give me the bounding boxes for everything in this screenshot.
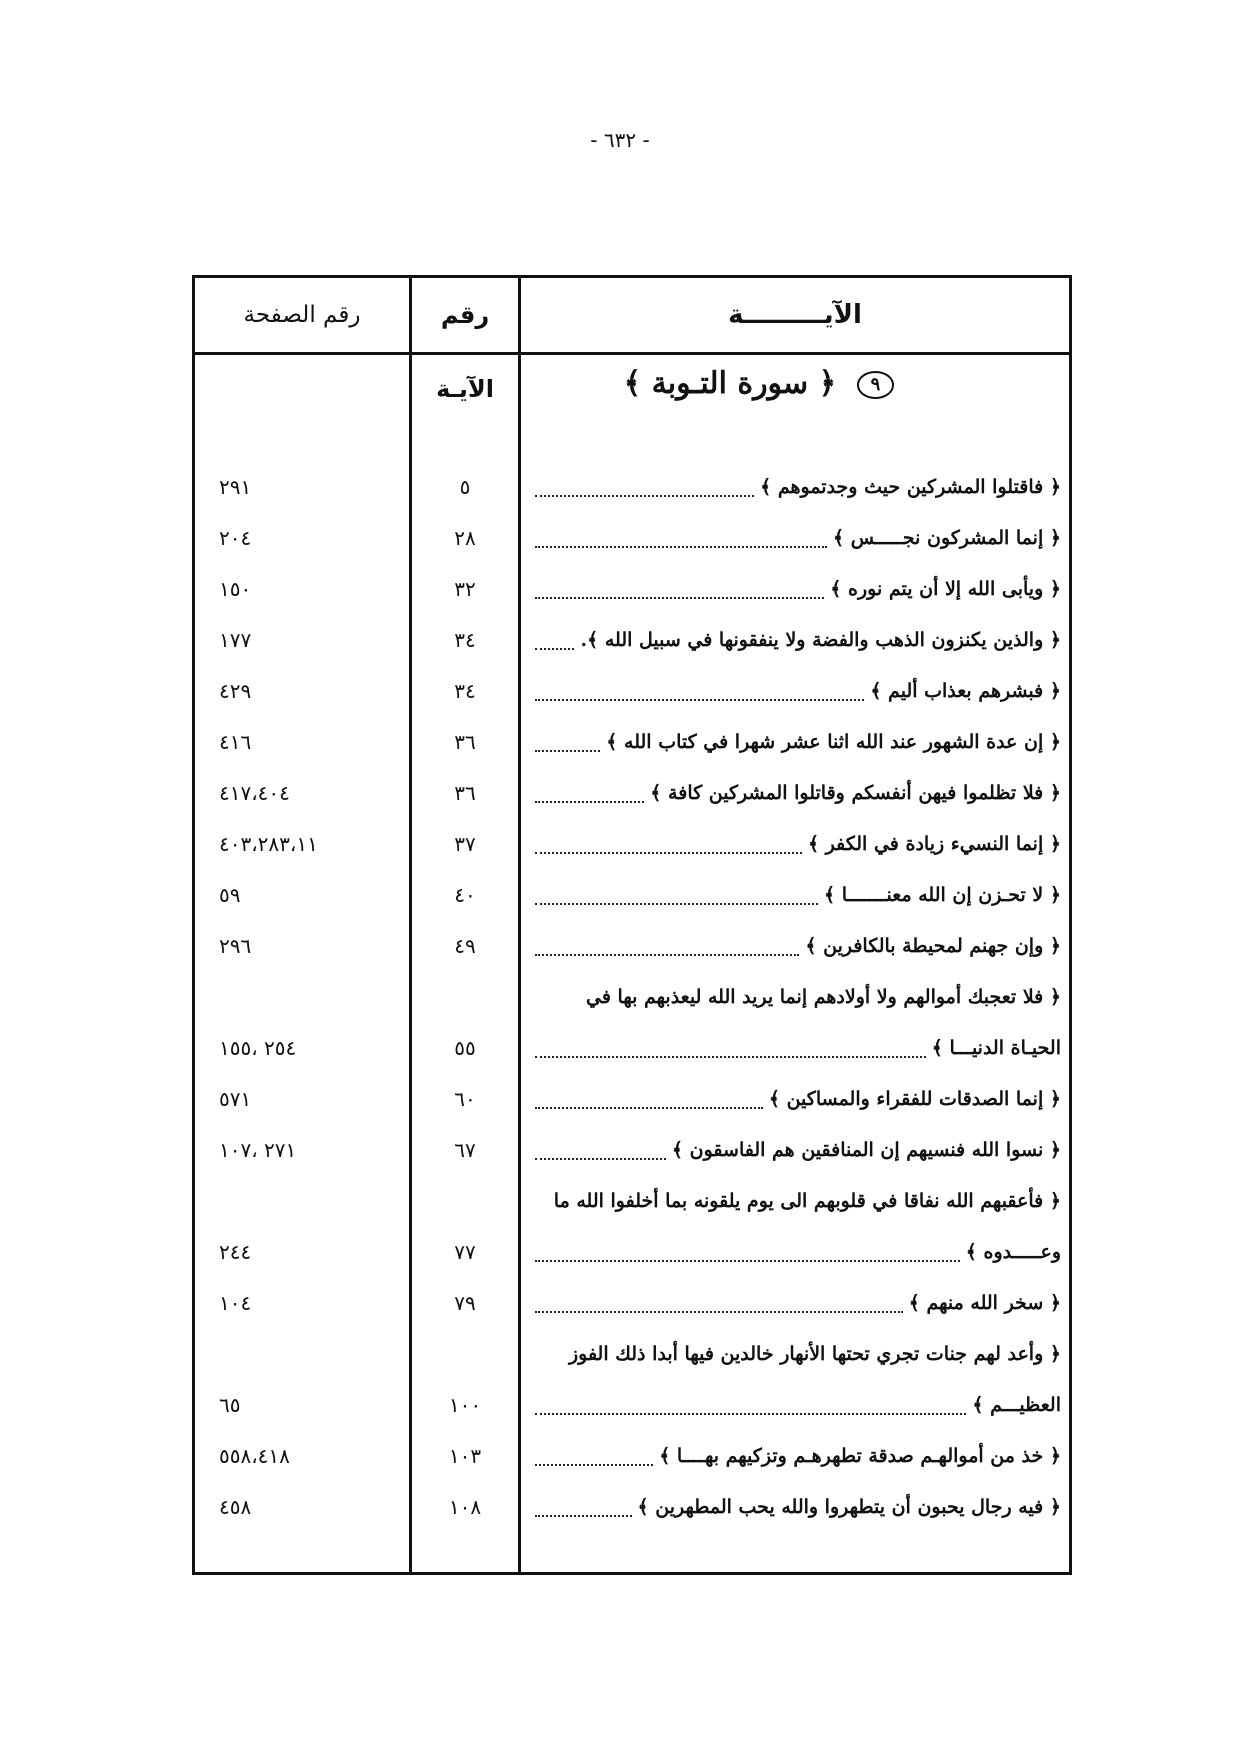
verse-cell — [531, 513, 1061, 564]
verse-cell — [531, 1074, 1061, 1125]
verse-text-line — [531, 717, 1061, 768]
dot-leader — [535, 750, 600, 752]
table-row — [195, 1431, 1069, 1482]
verse-text: ﴿ فبشرهم بعذاب أليم ﴾ — [870, 680, 1061, 702]
verse-number-cell: ١٠٨ — [448, 1495, 482, 1519]
verse-number-cell: ٦٠ — [454, 1087, 476, 1111]
table-row — [195, 564, 1069, 615]
header-page-number: رقم الصفحة — [243, 302, 361, 328]
dot-leader — [535, 495, 754, 497]
verse-text: ﴿ ويأبى الله إلا أن يتم نوره ﴾ — [830, 578, 1061, 600]
verse-number-cell: ٣٧ — [454, 832, 476, 856]
page-number-cell: ٢٩٦ — [219, 934, 252, 958]
verse-text: ﴿ خذ من أموالهـم صدقة تطهرهـم وتزكيهم بهــــا ﴾ — [659, 1445, 1061, 1467]
verse-text-line — [531, 768, 1061, 819]
verse-text: ﴿ والذين يكنزون الذهب والفضة ولا ينفقونها في سبيل الله ﴾. — [580, 629, 1061, 651]
dot-leader — [535, 1464, 653, 1466]
verse-text: ﴿ فاقتلوا المشركين حيث وجدتموهم ﴾ — [760, 476, 1061, 498]
page-number-cell: ٤٢٩ — [219, 679, 252, 703]
verse-text-line — [531, 870, 1061, 921]
table-row — [195, 615, 1069, 666]
verse-number-cell: ٤٩ — [454, 934, 476, 958]
page-number-cell: ٥٧١ — [219, 1087, 252, 1111]
page-number-cell: ٤٥٨ — [219, 1495, 252, 1519]
page-number-cell: ٥٩ — [219, 883, 241, 907]
table-row — [195, 1074, 1069, 1125]
table-row — [195, 972, 1069, 1074]
page-number-cell: ٦٥ — [219, 1393, 241, 1417]
verse-cell — [531, 819, 1061, 870]
page-number-cell: ٢٥٤ ،١٥٥ — [219, 1036, 297, 1060]
verse-text: ﴿ فأعقبهم الله نفاقا في قلوبهم الى يوم يلقونه بما أخلفوا الله ما — [553, 1190, 1061, 1212]
verse-number-cell: ٣٦ — [454, 781, 476, 805]
verse-number-cell: ٢٨ — [454, 526, 476, 550]
verse-number-cell: ٣٦ — [454, 730, 476, 754]
verse-index-table — [192, 275, 1072, 1575]
dot-leader — [535, 1107, 763, 1109]
dot-leader — [535, 1311, 903, 1313]
verse-text-line — [531, 1431, 1061, 1482]
verse-text: ﴿ إنما الصدقات للفقراء والمساكين ﴾ — [768, 1088, 1061, 1110]
dot-leader — [535, 597, 824, 599]
verse-text: ﴿ وإن جهنم لمحيطة بالكافرين ﴾ — [805, 935, 1061, 957]
table-row — [195, 819, 1069, 870]
dot-leader — [535, 954, 799, 956]
verse-cell — [531, 870, 1061, 921]
table-row — [195, 1482, 1069, 1533]
verse-cell — [531, 666, 1061, 717]
page-number-cell: ٤٠٣،٢٨٣،١١ — [219, 832, 318, 856]
dot-leader — [535, 546, 827, 548]
verse-text-line — [531, 1125, 1061, 1176]
dot-leader — [535, 1413, 966, 1415]
page-number-cell: ٥٥٨،٤١٨ — [219, 1444, 290, 1468]
table-row — [195, 513, 1069, 564]
verse-cell — [531, 615, 1061, 666]
dot-leader — [535, 903, 818, 905]
verse-cell — [531, 1482, 1061, 1533]
verse-text: ﴿ إن عدة الشهور عند الله اثنا عشر شهرا في كتاب الله ﴾ — [606, 731, 1061, 753]
verse-cell — [531, 1329, 1061, 1431]
verse-number-cell: ٥ — [459, 475, 471, 499]
verse-text: وعـــــدوه ﴾ — [965, 1241, 1061, 1263]
dot-leader — [535, 852, 802, 854]
page-number-cell: ١٥٠ — [219, 577, 252, 601]
verse-number-cell: ١٠٣ — [448, 1444, 482, 1468]
verse-number-cell: ٣٢ — [454, 577, 476, 601]
verse-number-cell: ٧٧ — [454, 1240, 476, 1264]
dot-leader — [535, 699, 864, 701]
dot-leader — [535, 1056, 926, 1058]
verse-text-line — [531, 819, 1061, 870]
surah-number-badge: ٩ — [857, 371, 895, 399]
verse-cell — [531, 564, 1061, 615]
verse-text-line — [531, 1482, 1061, 1533]
table-body — [195, 462, 1069, 1533]
verse-cell — [531, 1125, 1061, 1176]
page-number-cell: ٢٠٤ — [219, 526, 252, 550]
dot-leader — [535, 1260, 960, 1262]
table-row — [195, 1176, 1069, 1278]
table-row — [195, 768, 1069, 819]
dot-leader — [535, 1158, 666, 1160]
verse-cell — [531, 921, 1061, 972]
verse-text: ﴿ نسوا الله فنسيهم إن المنافقين هم الفاسقون ﴾ — [671, 1139, 1061, 1161]
verse-text-line — [531, 1023, 1061, 1074]
table-row — [195, 666, 1069, 717]
table-row — [195, 870, 1069, 921]
verse-text: الحيـاة الدنيـــا ﴾ — [931, 1037, 1061, 1059]
verse-text-line — [531, 564, 1061, 615]
verse-text-line — [531, 615, 1061, 666]
verse-number-cell: ١٠٠ — [448, 1393, 482, 1417]
page-number-cell: ١٧٧ — [219, 628, 252, 652]
verse-text-line — [531, 1176, 1061, 1227]
verse-text-line — [531, 921, 1061, 972]
table-row — [195, 1278, 1069, 1329]
page-number-cell: ٤١٧،٤٠٤ — [219, 781, 290, 805]
verse-text-line — [531, 1074, 1061, 1125]
page-number-cell: ٤١٦ — [219, 730, 252, 754]
table-row — [195, 1329, 1069, 1431]
verse-cell — [531, 1278, 1061, 1329]
verse-text-line — [531, 666, 1061, 717]
verse-text: ﴿ سخر الله منهم ﴾ — [908, 1292, 1061, 1314]
dot-leader — [535, 1515, 632, 1517]
verse-text: ﴿ إنما النسيء زيادة في الكفر ﴾ — [807, 833, 1061, 855]
verse-cell — [531, 768, 1061, 819]
surah-heading — [509, 366, 1009, 401]
verse-number-cell: ٧٩ — [454, 1291, 476, 1315]
verse-text-line — [531, 1329, 1061, 1380]
verse-text: ﴿ فيه رجال يحبون أن يتطهروا والله يحب المطهرين ﴾ — [637, 1496, 1061, 1518]
table-row — [195, 921, 1069, 972]
header-verse-number: رقم الآيـة — [436, 301, 494, 403]
verse-text-line — [531, 1227, 1061, 1278]
verse-text-line — [531, 972, 1061, 1023]
verse-cell — [531, 1431, 1061, 1482]
dot-leader — [535, 648, 574, 650]
dot-leader — [535, 801, 644, 803]
verse-number-cell: ٣٤ — [454, 679, 476, 703]
page-number-cell: ٢٧١ ،١٠٧ — [219, 1138, 297, 1162]
verse-number-cell: ٥٥ — [454, 1036, 476, 1060]
verse-number-cell: ٤٠ — [454, 883, 476, 907]
verse-number-cell: ٦٧ — [454, 1138, 476, 1162]
table-row — [195, 1125, 1069, 1176]
verse-cell — [531, 972, 1061, 1074]
table-row — [195, 717, 1069, 768]
verse-cell — [531, 1176, 1061, 1278]
verse-text-line — [531, 513, 1061, 564]
verse-text-line — [531, 1380, 1061, 1431]
verse-text: العظيـــم ﴾ — [972, 1394, 1061, 1416]
verse-text-line — [531, 1278, 1061, 1329]
verse-text: ﴿ لا تحـزن إن الله معنـــــــا ﴾ — [824, 884, 1061, 906]
surah-title: ﴿ سورة التـوبة ﴾ — [623, 366, 837, 401]
table-row — [195, 462, 1069, 513]
verse-text: ﴿ إنما المشركون نجـــــس ﴾ — [833, 527, 1061, 549]
verse-cell — [531, 717, 1061, 768]
verse-text: ﴿ وأعد لهم جنات تجري تحتها الأنهار خالدين فيها أبدا ذلك الفوز — [568, 1343, 1061, 1365]
verse-text: ﴿ فلا تظلموا فيهن أنفسكم وقاتلوا المشركين كافة ﴾ — [650, 782, 1061, 804]
verse-text-line — [531, 462, 1061, 513]
page-number-cell: ١٠٤ — [219, 1291, 252, 1315]
verse-text: ﴿ فلا تعجبك أموالهم ولا أولادهم إنما يريد الله ليعذبهم بها في — [586, 986, 1061, 1008]
verse-cell — [531, 462, 1061, 513]
page-number-cell: ٢٩١ — [219, 475, 252, 499]
header-verse: الآيـــــــــة — [728, 300, 862, 330]
page-number: - ٦٣٢ - — [590, 128, 650, 152]
verse-number-cell: ٣٤ — [454, 628, 476, 652]
page-number-cell: ٢٤٤ — [219, 1240, 252, 1264]
